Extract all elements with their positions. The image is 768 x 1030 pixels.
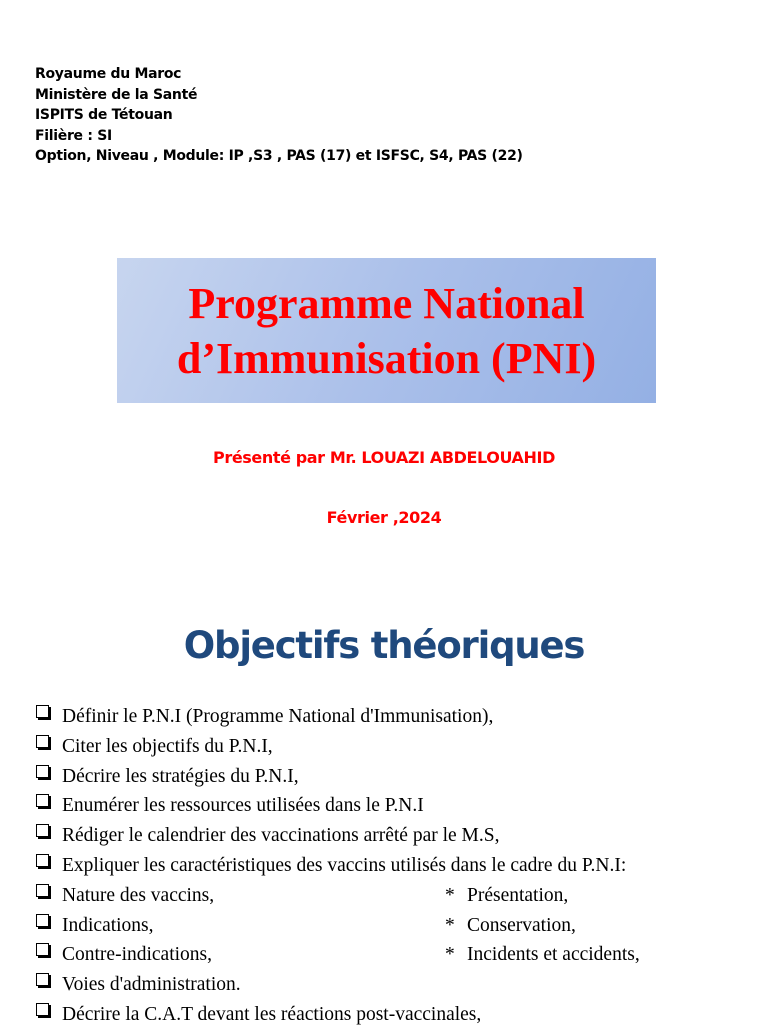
objective-text: Définir le P.N.I (Programme National d'Immunisation), [62, 706, 494, 727]
objective-text: Décrire la C.A.T devant les réactions post-vaccinales, [62, 1003, 482, 1025]
header-block [35, 64, 523, 167]
checkbox-bullet-icon [36, 1003, 49, 1016]
objectives-list [35, 702, 755, 1030]
checkbox-bullet-icon [36, 914, 49, 927]
title-banner [117, 258, 656, 403]
objective-text: Rédiger le calendrier des vaccinations arrêté par le M.S, [62, 825, 500, 847]
objective-side-text: Conservation, [467, 914, 576, 936]
list-item [35, 762, 755, 792]
asterisk-bullet-icon: * [445, 914, 455, 936]
header-line-option: Option, Niveau , Module: IP ,S3 , PAS (17) et ISFSC, S4, PAS (22) [35, 148, 523, 164]
header-line-institute: ISPITS de Tétouan [35, 107, 173, 123]
header-line-field: Filière : SI [35, 127, 112, 144]
document-title [177, 276, 596, 386]
objective-text: Expliquer les caractéristiques des vaccins utilisés dans le cadre du P.N.I: [62, 854, 627, 876]
date-text: Février ,2024 [326, 508, 442, 527]
checkbox-bullet-icon [36, 854, 49, 867]
objective-side-text: Incidents et accidents, [467, 944, 640, 966]
section-title: Objectifs théoriques [183, 624, 585, 667]
checkbox-bullet-icon [36, 735, 49, 748]
list-item [35, 1000, 755, 1030]
checkbox-bullet-icon [36, 824, 49, 837]
objective-text: Citer les objectifs du P.N.I, [62, 735, 273, 757]
objective-text: Enumérer les ressources utilisées dans le P.N.I [62, 795, 424, 817]
list-item [35, 911, 755, 941]
list-item [35, 851, 755, 881]
objective-text: Décrire les stratégies du P.N.I, [62, 765, 299, 787]
asterisk-bullet-icon: * [445, 884, 455, 906]
header-line-country: Royaume du Maroc [35, 66, 182, 82]
list-item [35, 821, 755, 851]
checkbox-bullet-icon [36, 943, 49, 956]
checkbox-bullet-icon [36, 973, 49, 986]
objective-text: Contre-indications, [62, 944, 213, 966]
checkbox-bullet-icon [36, 765, 49, 778]
objective-side-text: Présentation, [467, 884, 569, 906]
list-item [35, 732, 755, 762]
presenter-text: Présenté par Mr. LOUAZI ABDELOUAHID [213, 448, 555, 467]
objective-text: Indications, [62, 914, 154, 936]
list-item [35, 702, 755, 732]
checkbox-bullet-icon [36, 884, 49, 897]
list-item [35, 791, 755, 821]
list-item [35, 970, 755, 1000]
checkbox-bullet-icon [36, 794, 49, 807]
header-line-ministry: Ministère de la Santé [35, 86, 198, 103]
title-line-1: Programme National [188, 278, 585, 328]
list-item [35, 940, 755, 970]
objective-text: Voies d'administration. [62, 974, 241, 996]
title-line-2: d’Immunisation (PNI) [176, 333, 597, 383]
checkbox-bullet-icon [36, 705, 49, 718]
asterisk-bullet-icon: * [445, 944, 455, 966]
list-item [35, 881, 755, 911]
objective-text: Nature des vaccins, [62, 884, 215, 906]
